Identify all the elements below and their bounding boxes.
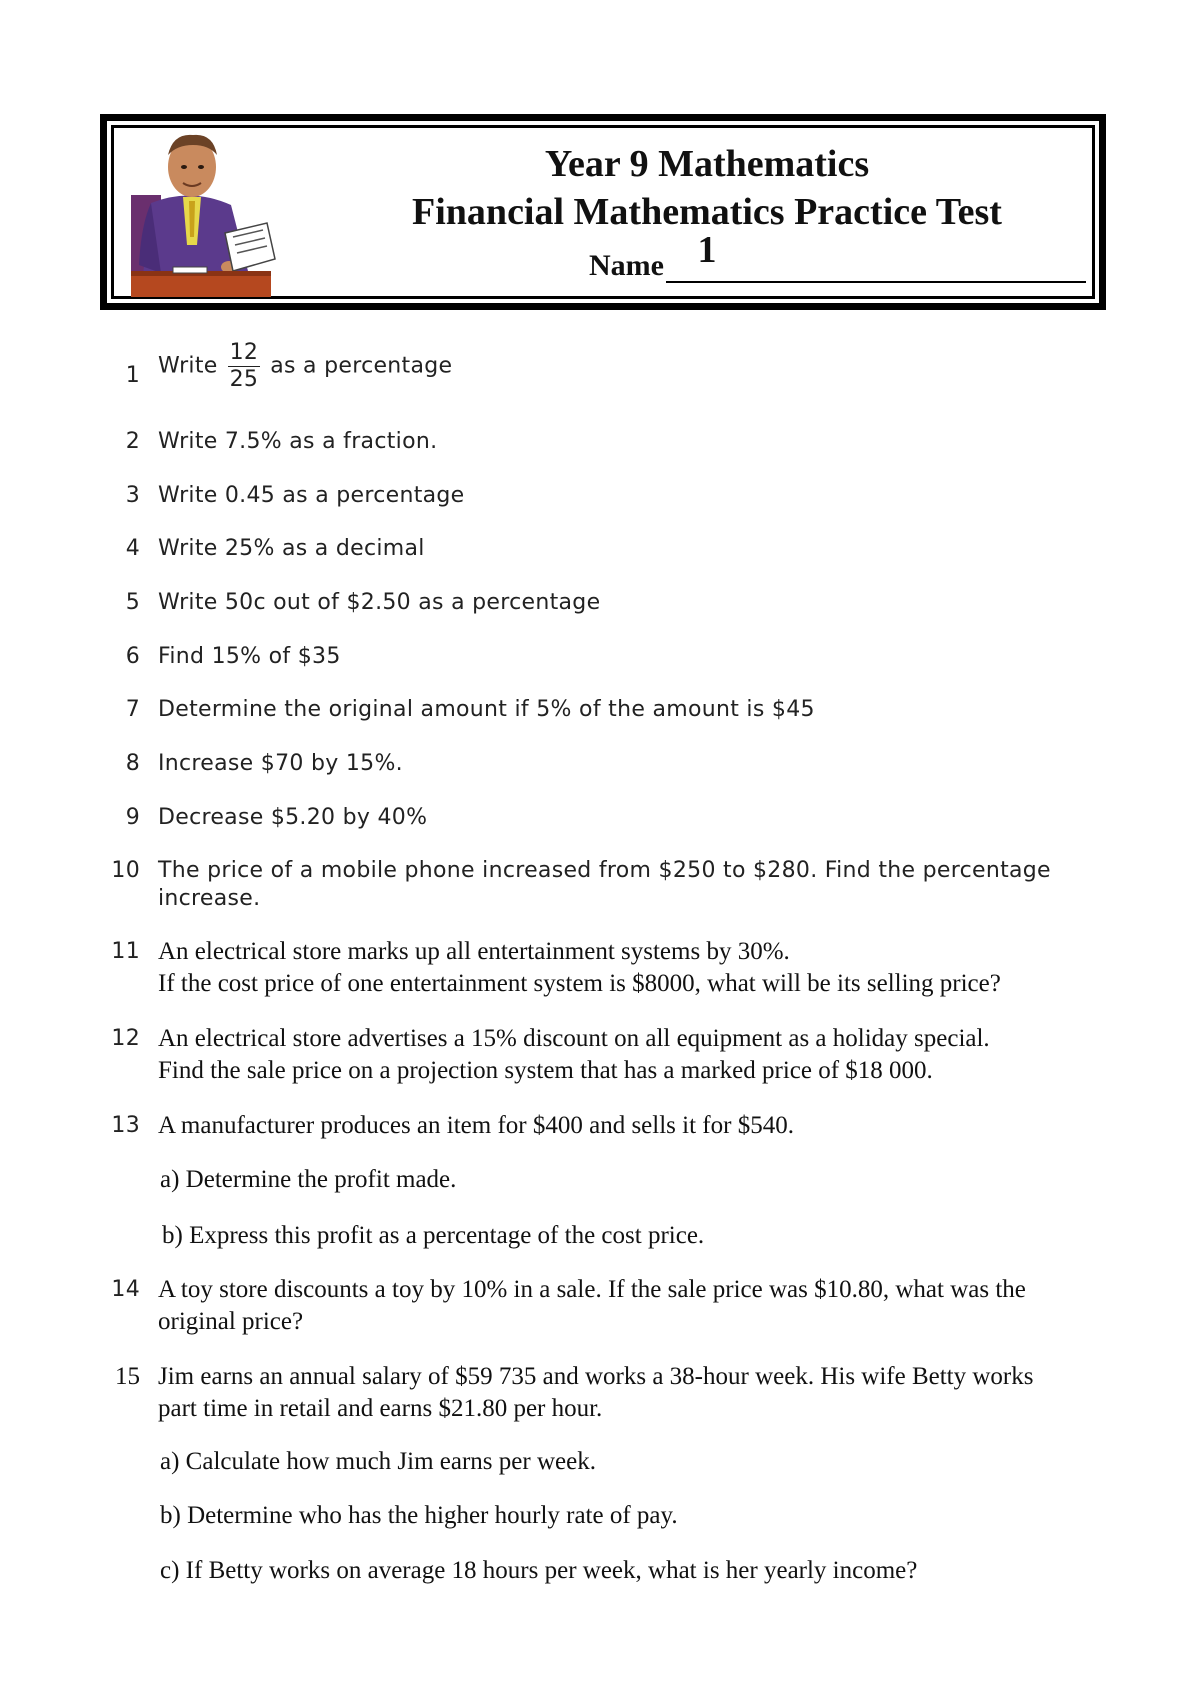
question-text: A manufacturer produces an item for $400 and sells it for $540. xyxy=(158,1112,794,1139)
question-text-line: An electrical store marks up all entertainment systems by 30%. xyxy=(158,938,790,965)
title-box xyxy=(100,114,1106,310)
question-number: 5 xyxy=(125,590,140,615)
question-text-line: increase. xyxy=(158,886,261,911)
question-number: 6 xyxy=(125,644,140,669)
question-text: Increase $70 by 15%. xyxy=(158,751,403,776)
question-text: Write 7.5% as a fraction. xyxy=(158,429,438,454)
question-13-part-a: a) Determine the profit made. xyxy=(160,1166,457,1193)
question-text-line: An electrical store advertises a 15% discount on all equipment as a holiday special. xyxy=(158,1025,990,1052)
question-number: 14 xyxy=(111,1277,140,1302)
teacher-at-desk-illustration xyxy=(121,125,281,301)
question-number: 12 xyxy=(111,1026,140,1051)
fraction-denominator: 25 xyxy=(229,367,259,392)
question-text: Find 15% of $35 xyxy=(158,644,341,669)
question-text: Decrease $5.20 by 40% xyxy=(158,805,428,830)
question-number: 11 xyxy=(111,939,140,964)
question-text-line: part time in retail and earns $21.80 per hour. xyxy=(158,1395,603,1422)
question-number: 3 xyxy=(125,483,140,508)
question-number: 13 xyxy=(111,1113,140,1138)
question-text-line: original price? xyxy=(158,1308,304,1335)
question-15-part-b: b) Determine who has the higher hourly rate of pay. xyxy=(160,1502,678,1529)
fraction-numerator: 12 xyxy=(229,340,259,365)
question-text-line: Jim earns an annual salary of $59 735 and works a 38-hour week. His wife Betty works xyxy=(158,1363,1034,1390)
question-number: 8 xyxy=(125,751,140,776)
title-test: Financial Mathematics Practice Test 1 xyxy=(412,191,1002,271)
question-text: Write 50c out of $2.50 as a percentage xyxy=(158,590,601,615)
question-number: 2 xyxy=(125,429,140,454)
question-number: 1 xyxy=(125,363,140,388)
question-number: 4 xyxy=(125,536,140,561)
fraction xyxy=(228,340,261,393)
question-text: Write 25% as a decimal xyxy=(158,536,425,561)
question-number: 15 xyxy=(115,1363,140,1390)
question-text-line: A toy store discounts a toy by 10% in a sale. If the sale price was $10.80, what was the xyxy=(158,1276,1026,1303)
question-text: Write xyxy=(158,353,218,379)
title-year: Year 9 Mathematics xyxy=(544,143,870,185)
name-label: Name xyxy=(589,249,664,282)
question-number: 10 xyxy=(111,858,140,883)
question-text-line: The price of a mobile phone increased from $250 to $280. Find the percentage xyxy=(158,858,1051,883)
question-text: as a percentage xyxy=(270,353,453,379)
question-text: Determine the original amount if 5% of the amount is $45 xyxy=(158,697,815,722)
question-number: 9 xyxy=(125,805,140,830)
name-field xyxy=(589,249,1086,283)
question-15-part-c: c) If Betty works on average 18 hours per week, what is her yearly income? xyxy=(160,1557,918,1584)
question-number: 7 xyxy=(125,697,140,722)
question-text: Write 0.45 as a percentage xyxy=(158,483,465,508)
question-text-line: If the cost price of one entertainment system is $8000, what will be its selling price? xyxy=(158,970,1001,997)
question-15-part-a: a) Calculate how much Jim earns per week. xyxy=(160,1448,596,1475)
question-13-part-b: b) Express this profit as a percentage of the cost price. xyxy=(162,1222,705,1249)
question-text-line: Find the sale price on a projection system that has a marked price of $18 000. xyxy=(158,1057,933,1084)
name-underline xyxy=(666,255,1086,283)
